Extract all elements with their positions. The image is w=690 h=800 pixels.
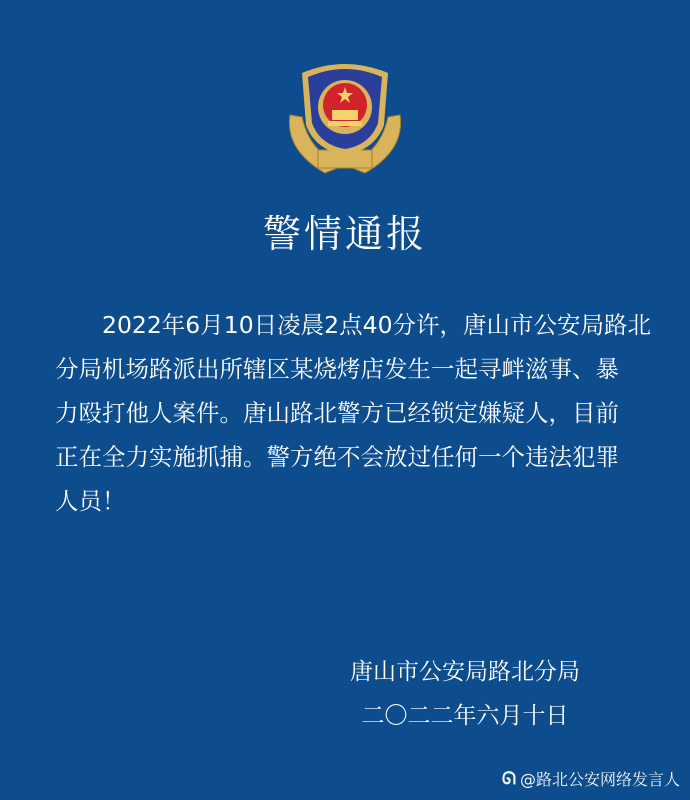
body-line: 2022年6月10日凌晨2点40分许，唐山市公安局路北 <box>102 311 652 339</box>
weibo-icon: ᘏ <box>501 768 516 789</box>
body-line: 正在全力实施抓捕。警方绝不会放过任何一个违法犯罪 <box>55 443 619 471</box>
watermark-text: @路北公安网络发言人 <box>519 770 680 789</box>
police-emblem-icon <box>280 55 410 180</box>
body-line: 分局机场路派出所辖区某烧烤店发生一起寻衅滋事、暴 <box>55 355 619 383</box>
signature-org: 唐山市公安局路北分局 <box>350 659 580 685</box>
notice-title: 警情通报 <box>262 212 427 256</box>
signature-date: 二〇二二年六月十日 <box>361 703 569 729</box>
body-line: 力殴打他人案件。唐山路北警方已经锁定嫌疑人，目前 <box>55 399 619 427</box>
watermark <box>502 767 680 790</box>
signature <box>330 650 600 738</box>
notice-body <box>55 303 655 523</box>
body-line: 人员！ <box>55 487 126 515</box>
